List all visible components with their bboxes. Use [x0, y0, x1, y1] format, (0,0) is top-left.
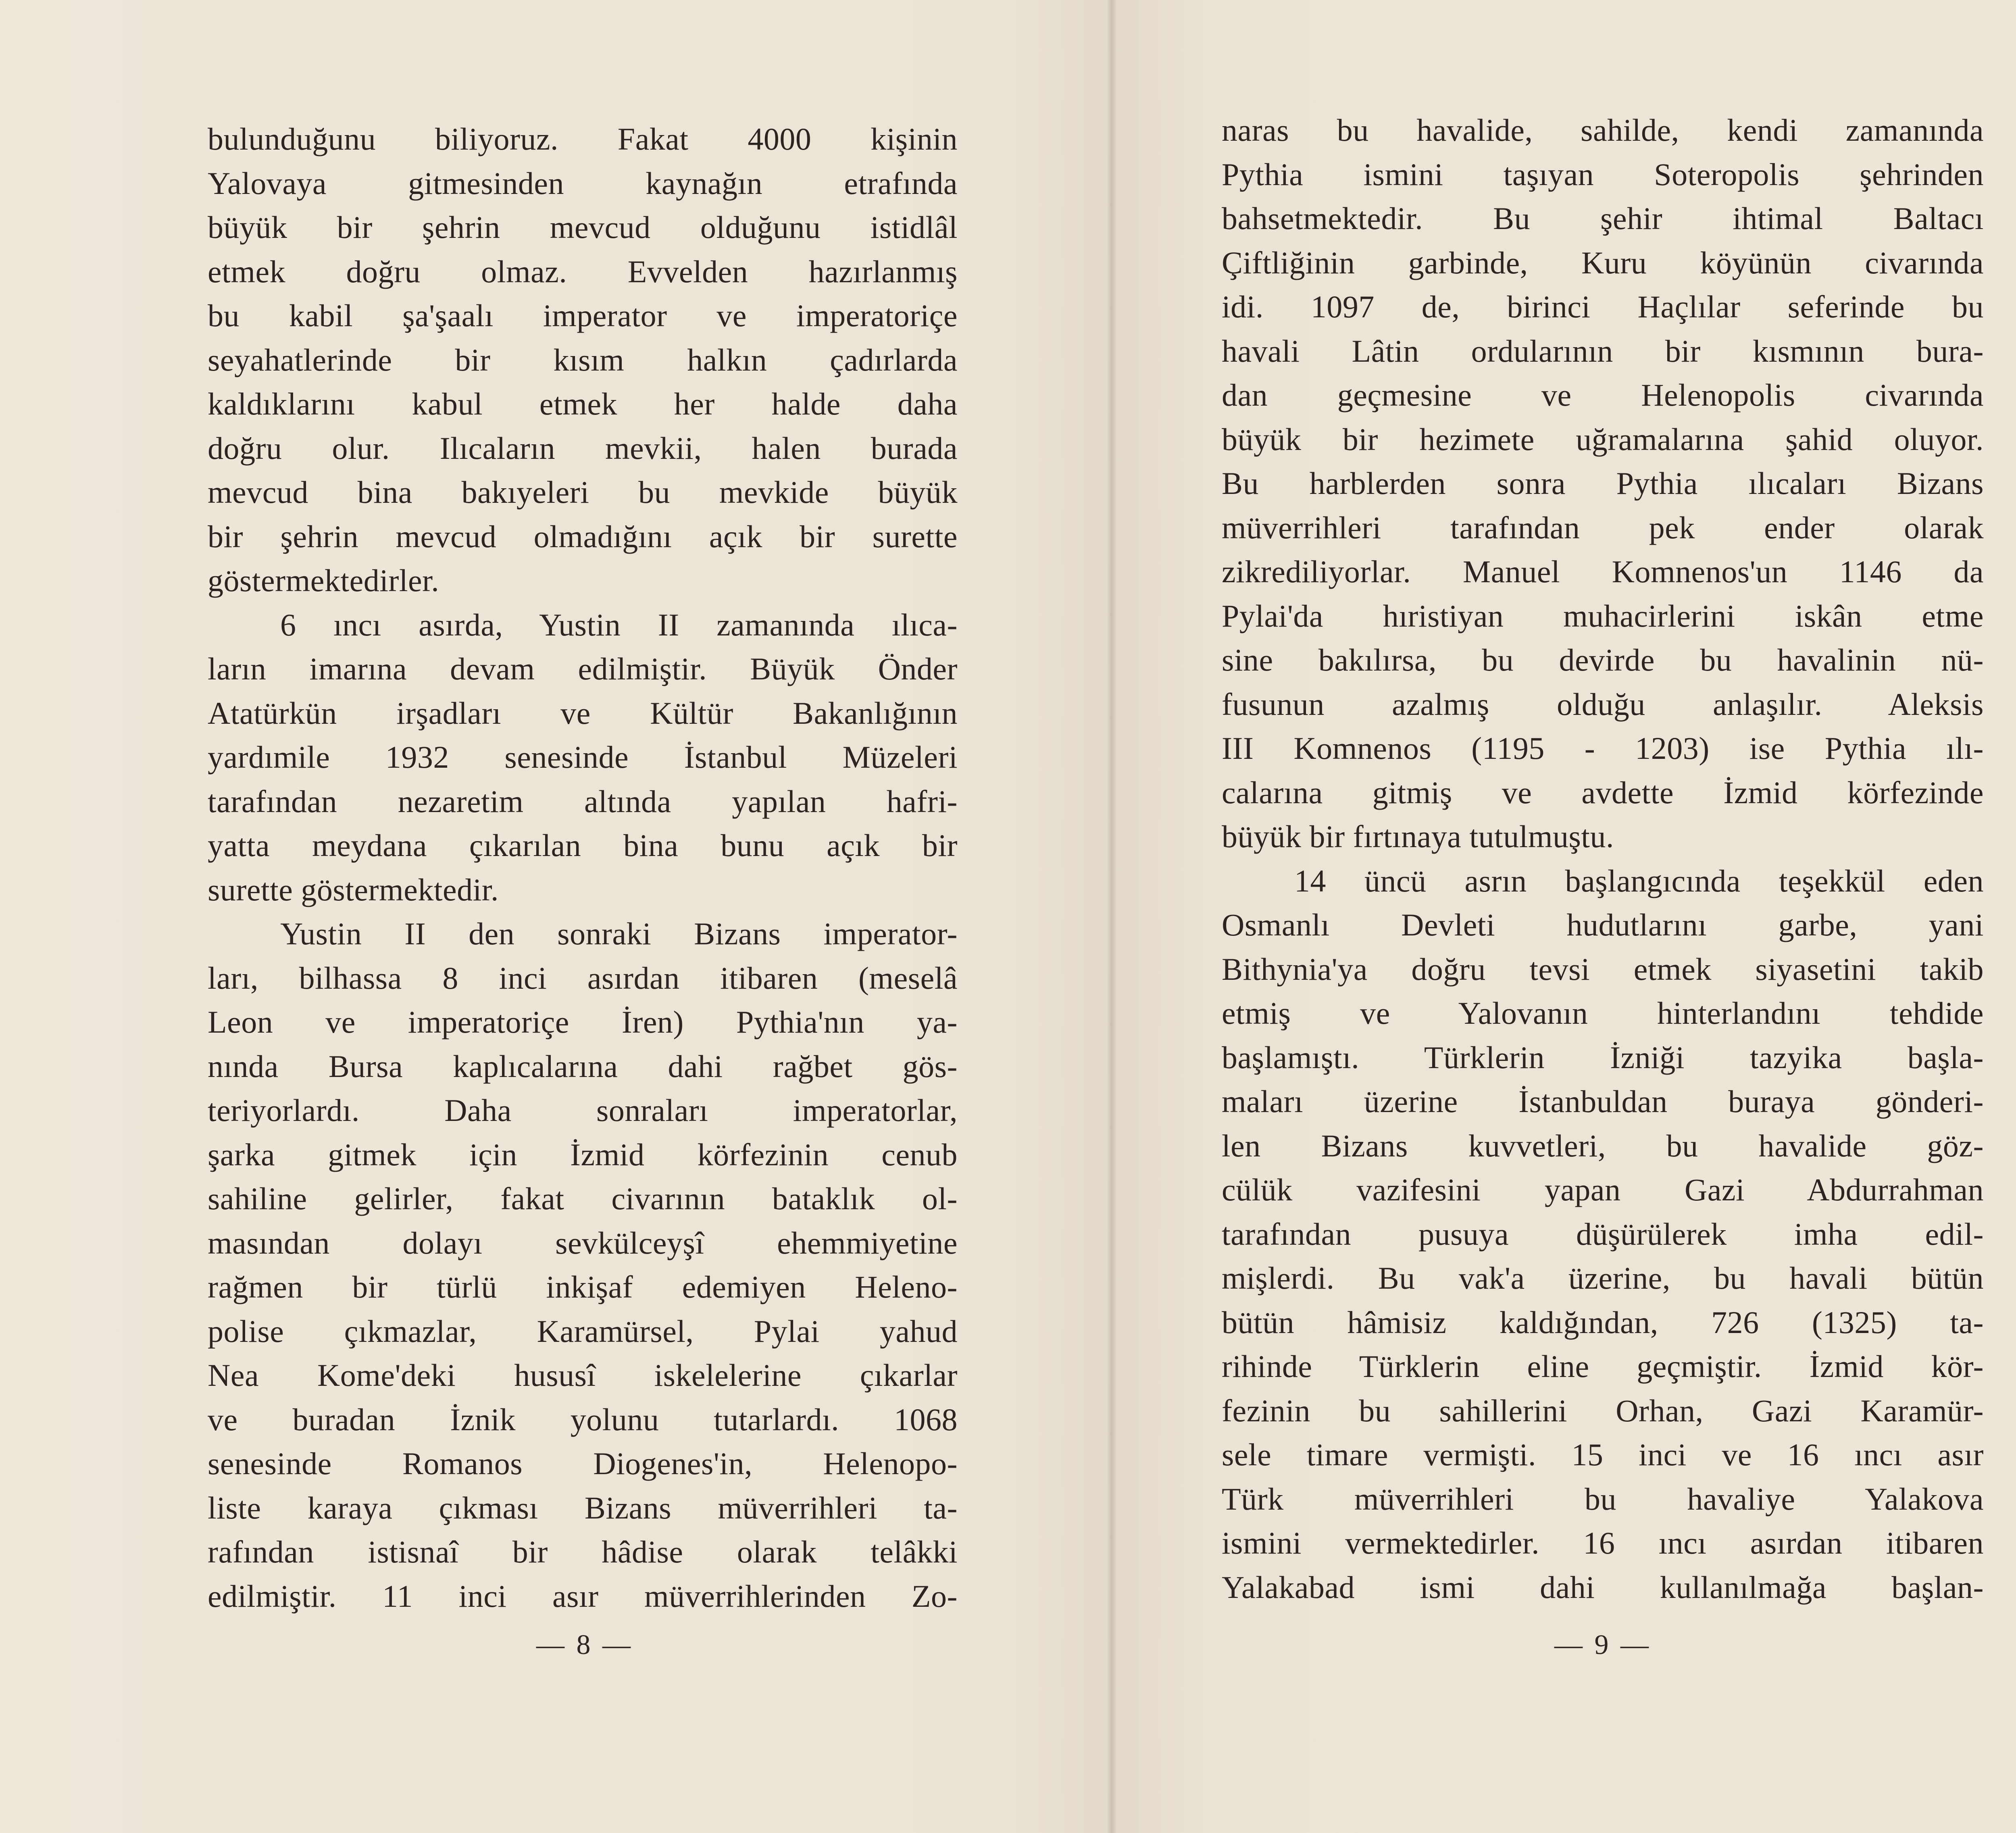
- text-line: bu kabil şa'şaalı imperator ve imperatoriçe: [208, 298, 958, 333]
- text-line: nında Bursa kaplıcalarına dahi rağbet gös-: [208, 1048, 958, 1084]
- text-line: mevcud bina bakıyeleri bu mevkide büyük: [208, 475, 958, 510]
- text-line: dan geçmesine ve Helenopolis civarında: [1222, 377, 1984, 412]
- page-number: — 9 —: [1554, 1629, 1651, 1660]
- text-line: edilmiştir. 11 inci asır müverrihlerinden Zo-: [208, 1578, 958, 1614]
- text-line: calarına gitmiş ve avdette İzmid körfezinde: [1222, 775, 1984, 810]
- text-line: sahiline gelirler, fakat civarının bataklık ol-: [208, 1181, 958, 1216]
- text-line: büyük bir hezimete uğramalarına şahid oluyor.: [1222, 421, 1984, 457]
- text-line: masından dolayı sevkülceyşî ehemmiyetine: [208, 1225, 958, 1260]
- text-line: liste karaya çıkması Bizans müverrihleri ta-: [208, 1490, 958, 1525]
- text-line: tarafından pusuya düşürülerek imha edil-: [1222, 1216, 1984, 1252]
- text-line: fezinin bu sahillerini Orhan, Gazi Karamür-: [1222, 1393, 1984, 1428]
- text-line: senesinde Romanos Diogenes'in, Helenopo-: [208, 1446, 958, 1481]
- right-page-text: [1222, 108, 1984, 1609]
- text-line: maları üzerine İstanbuldan buraya gönderi-: [1222, 1084, 1984, 1119]
- text-line: 14 üncü asrın başlangıcında teşekkül eden: [1294, 863, 1984, 898]
- text-line: naras bu havalide, sahilde, kendi zamanında: [1222, 112, 1984, 148]
- text-line: Leon ve imperatoriçe İren) Pythia'nın ya-: [208, 1004, 958, 1039]
- text-line: Nea Kome'deki hususî iskelelerine çıkarlar: [208, 1358, 958, 1393]
- text-line: bulunduğunu biliyoruz. Fakat 4000 kişinin: [208, 121, 958, 156]
- text-line: Pythia ismini taşıyan Soteropolis şehrinden: [1222, 156, 1984, 192]
- text-line: ları, bilhassa 8 inci asırdan itibaren (meselâ: [208, 960, 958, 996]
- text-line: şarka gitmek için İzmid körfezinin cenub: [208, 1137, 958, 1172]
- text-line: idi. 1097 de, birinci Haçlılar seferinde bu: [1222, 289, 1984, 324]
- text-line: sele timare vermişti. 15 inci ve 16 ıncı asır: [1222, 1437, 1984, 1472]
- text-line: teriyorlardı. Daha sonraları imperatorlar,: [208, 1093, 958, 1128]
- text-line: zikrediliyorlar. Manuel Komnenos'un 1146 da: [1222, 554, 1984, 589]
- text-line: len Bizans kuvvetleri, bu havalide göz-: [1222, 1128, 1984, 1163]
- text-line: bütün hâmisiz kaldığından, 726 (1325) ta-: [1222, 1304, 1984, 1340]
- text-line: Osmanlı Devleti hudutlarını garbe, yani: [1222, 907, 1984, 942]
- text-line: büyük bir şehrin mevcud olduğunu istidlâl: [208, 210, 958, 245]
- text-line: rağmen bir türlü inkişaf edemiyen Heleno-: [208, 1269, 958, 1304]
- text-line: rihinde Türklerin eline geçmiştir. İzmid kör-: [1222, 1349, 1984, 1384]
- text-line: doğru olur. Ilıcaların mevkii, halen burada: [208, 430, 958, 466]
- text-line: Pylai'da hıristiyan muhacirlerini iskân etme: [1222, 598, 1984, 633]
- page-number: — 8 —: [536, 1629, 633, 1660]
- text-line: Türk müverrihleri bu havaliye Yalakova: [1222, 1481, 1984, 1516]
- text-line: Yalovaya gitmesinden kaynağın etrafında: [208, 165, 958, 201]
- text-line: seyahatlerinde bir kısım halkın çadırlarda: [208, 342, 958, 377]
- text-line: kaldıklarını kabul etmek her halde daha: [208, 386, 958, 421]
- text-line: yardımile 1932 senesinde İstanbul Müzeleri: [208, 739, 958, 775]
- text-line: büyük bir fırtınaya tutulmuştu.: [1222, 819, 1614, 854]
- text-line: ve buradan İznik yolunu tutarlardı. 1068: [208, 1402, 958, 1437]
- text-line: müverrihleri tarafından pek ender olarak: [1222, 510, 1984, 545]
- text-line: havali Lâtin ordularının bir kısmının bura-: [1222, 333, 1984, 369]
- text-line: Yalakabad ismi dahi kullanılmağa başlan-: [1222, 1569, 1984, 1605]
- text-line: yatta meydana çıkarılan bina bunu açık bir: [208, 828, 958, 863]
- text-line: ismini vermektedirler. 16 ıncı asırdan itibaren: [1222, 1525, 1984, 1560]
- text-line: Bu harblerden sonra Pythia ılıcaları Bizans: [1222, 466, 1984, 501]
- text-line: mişlerdi. Bu vak'a üzerine, bu havali bütün: [1222, 1260, 1984, 1296]
- text-line: bahsetmektedir. Bu şehir ihtimal Baltacı: [1222, 201, 1984, 236]
- text-line: bir şehrin mevcud olmadığını açık bir surette: [208, 519, 958, 554]
- text-line: fusunun azalmış olduğu anlaşılır. Aleksis: [1222, 686, 1984, 722]
- text-line: Çiftliğinin garbinde, Kuru köyünün civarında: [1222, 245, 1984, 280]
- text-line: cülük vazifesini yapan Gazi Abdurrahman: [1222, 1172, 1984, 1207]
- text-line: tarafından nezaretim altında yapılan hafri-: [208, 783, 958, 819]
- text-line: etmiş ve Yalovanın hinterlandını tehdide: [1222, 996, 1984, 1031]
- text-line: göstermektedirler.: [208, 563, 439, 598]
- text-line: Bithynia'ya doğru tevsi etmek siyasetini takib: [1222, 951, 1984, 987]
- text-line: polise çıkmazlar, Karamürsel, Pylai yahud: [208, 1313, 958, 1349]
- text-line: etmek doğru olmaz. Evvelden hazırlanmış: [208, 254, 958, 289]
- text-line: Yustin II den sonraki Bizans imperator-: [280, 916, 958, 951]
- text-line: 6 ıncı asırda, Yustin II zamanında ılıca-: [280, 607, 958, 642]
- text-line: rafından istisnaî bir hâdise olarak telâkki: [208, 1534, 958, 1569]
- text-line: başlamıştı. Türklerin İzniği tazyika başla-: [1222, 1039, 1984, 1075]
- left-page-text: [208, 117, 958, 1618]
- text-line: surette göstermektedir.: [208, 872, 499, 907]
- right-page: [1113, 0, 2016, 1833]
- text-line: Atatürkün irşadları ve Kültür Bakanlığının: [208, 695, 958, 731]
- text-line: III Komnenos (1195 - 1203) ise Pythia ılı-: [1222, 731, 1984, 766]
- text-line: ların imarına devam edilmiştir. Büyük Önder: [208, 651, 958, 686]
- text-line: sine bakılırsa, bu devirde bu havalinin nü-: [1222, 642, 1984, 677]
